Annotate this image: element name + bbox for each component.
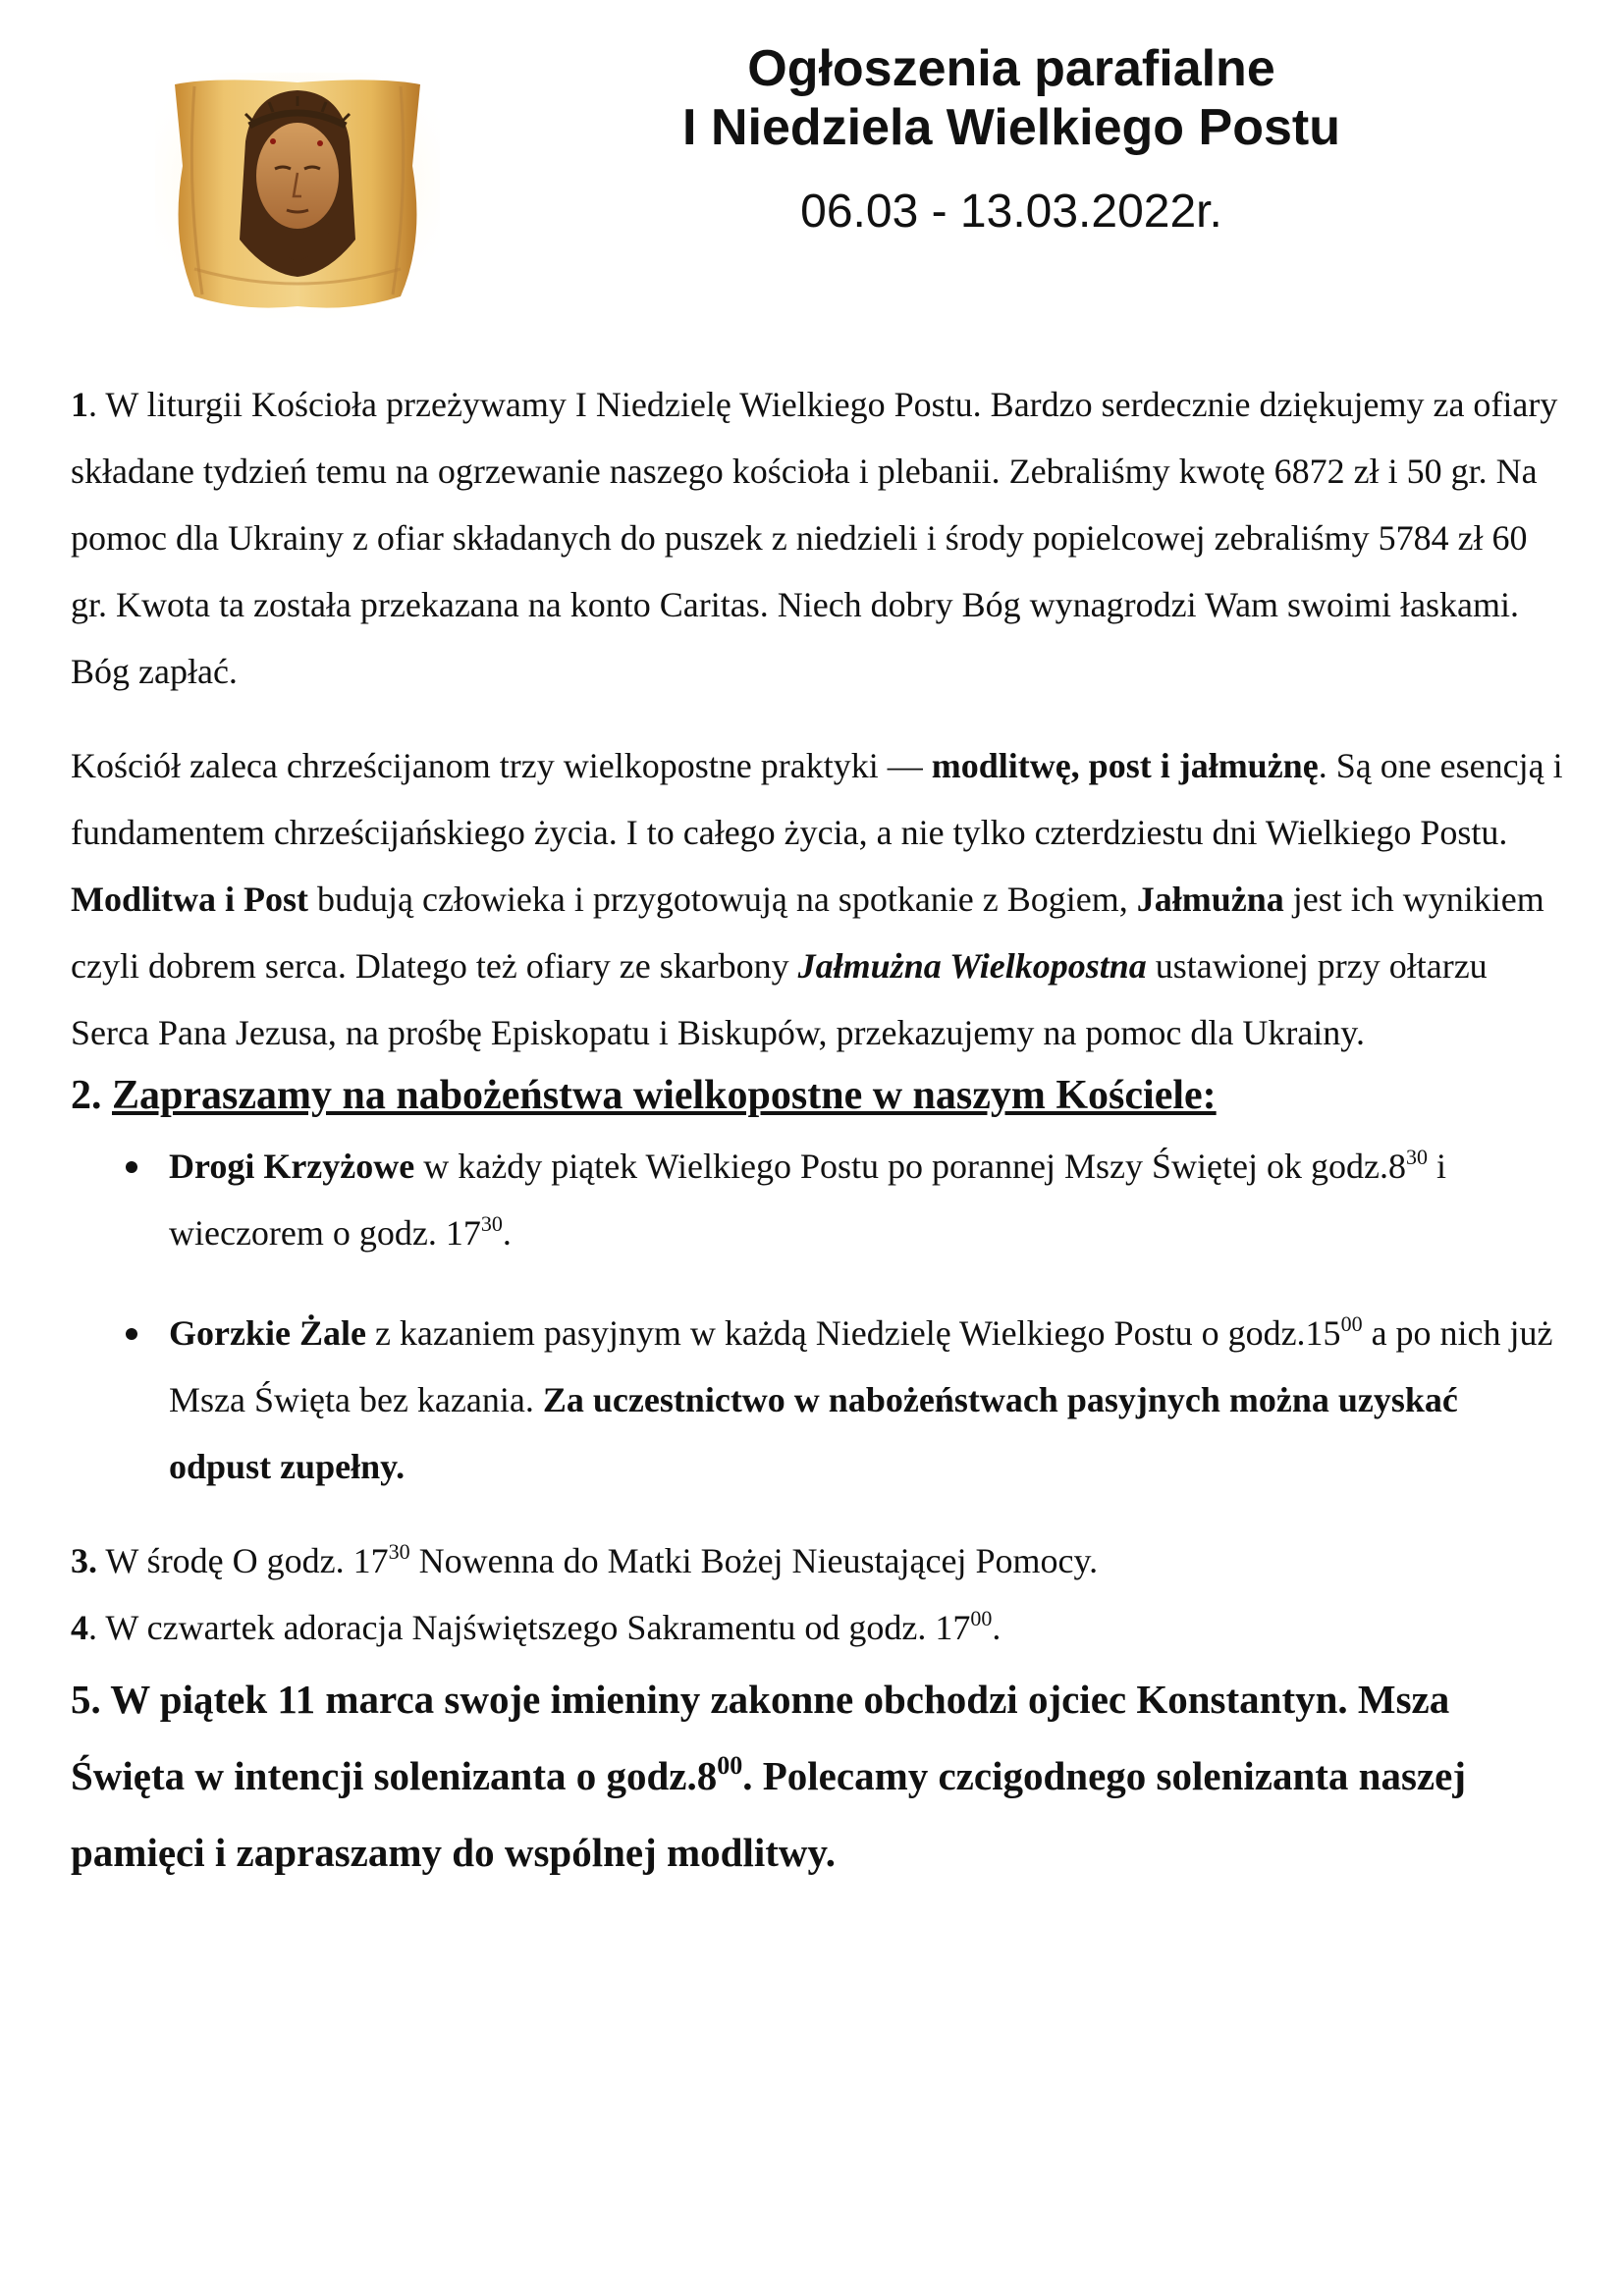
page-title: Ogłoszenia parafialne I Niedziela Wielkiego Postu bbox=[682, 40, 1340, 156]
veil-of-veronica-icon bbox=[155, 73, 440, 318]
date-range: 06.03 - 13.03.2022r. bbox=[800, 186, 1222, 238]
bullet-icon bbox=[126, 1328, 137, 1340]
announcement-1: 1. W liturgii Kościoła przeżywamy I Niedzielę Wielkiego Postu. Bardzo serdecznie dziękujemy za ofiary składane tydzień temu na ogrzewanie naszego kościoła i plebanii. Zebraliśmy kwotę 6872 zł i 50 gr. Na pomoc dla Ukrainy z ofiar składanych do puszek z niedzieli i środy popielcowej zebraliśmy 5784 zł 60 gr. Kwota ta została przekazana na konto Caritas. Niech dobry Bóg wynagrodzi Wam swoimi łaskami. Bóg zapłać. bbox=[71, 385, 1558, 691]
section-2-heading: 2. Zapraszamy na nabożeństwa wielkopostne w naszym Kościele: bbox=[71, 1073, 1217, 1118]
announcement-number: 1 bbox=[71, 385, 88, 424]
lent-practices-paragraph: Kościół zaleca chrześcijanom trzy wielkopostne praktyki — modlitwę, post i jałmużnę. Są one esencją i fundamentem chrześcijańskiego życia. I to całego życia, a nie tylko czterdziestu dni Wielkiego Postu. Modlitwa i Post budują człowieka i przygotowują na spotkanie z Bogiem, Jałmużna jest ich wynikiem czyli dobrem serca. Dlatego też ofiary ze skarbony Jałmużna Wielkopostna ustawionej przy ołtarzu Serca Pana Jezusa, na prośbę Episkopatu i Biskupów, przekazujemy na pomoc dla Ukrainy. bbox=[71, 746, 1563, 1052]
header bbox=[530, 39, 1492, 240]
services-list bbox=[71, 1133, 1563, 1500]
list-item: Drogi Krzyżowe w każdy piątek Wielkiego Postu po porannej Mszy Świętej ok $godz.8^{30}$ i wieczorem o godz. $17^{30}$. bbox=[71, 1133, 1563, 1266]
announcement-3: 3. W środę O godz. $17^{30}$ Nowenna do Matki Bożej Nieustającej Pomocy. bbox=[71, 1539, 1099, 1580]
announcements bbox=[71, 371, 1563, 1891]
announcement-5: 5. W piątek 11 marca swoje imieniny zakonne obchodzi ojciec Konstantyn. Msza Święta w intencji solenizanta o $godz.8^{00}$. Polecamy czcigodnego solenizanta naszej pamięci i zapraszamy do wspólnej modlitwy. bbox=[71, 1677, 1466, 1875]
announcement-4: 4. W czwartek adoracja Najświętszego Sakramentu od godz. $17^{00}$. bbox=[71, 1606, 1001, 1647]
bullet-icon bbox=[126, 1161, 137, 1173]
list-item: Gorzkie Żale z kazaniem pasyjnym w każdą Niedzielę Wielkiego Postu o $godz.15^{00}$ a po nich już Msza Święta bez kazania. Za uczestnictwo w nabożeństwach pasyjnych można uzyskać odpust zupełny. bbox=[71, 1300, 1563, 1500]
